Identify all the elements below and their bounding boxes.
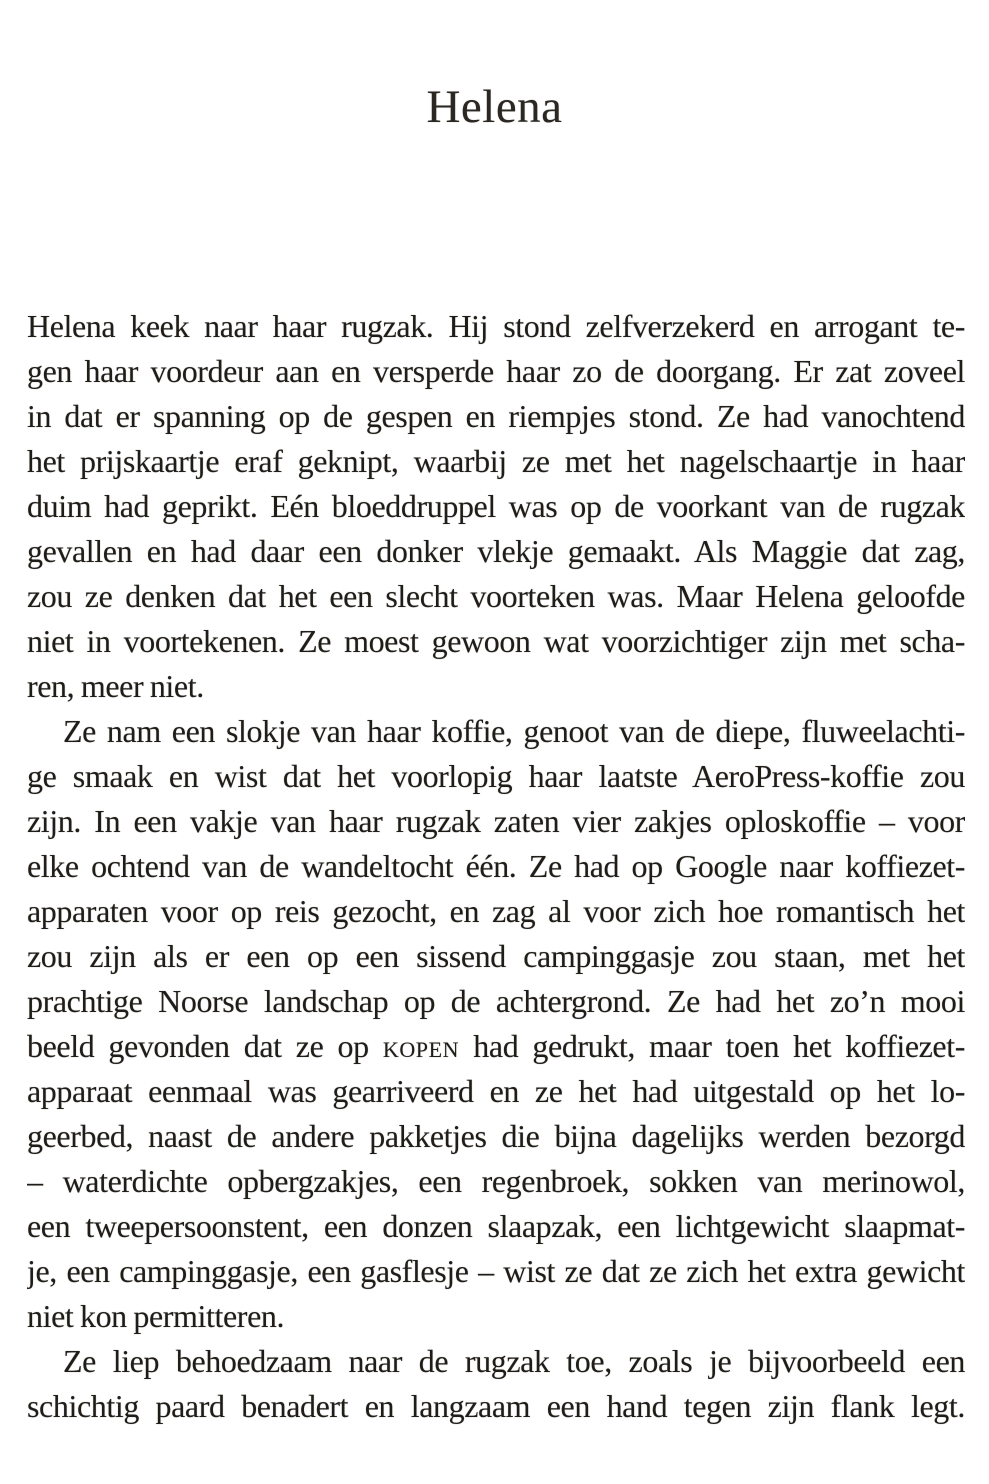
text-line: apparaat eenmaal was gearriveerd en ze het had uitgestald op het lo-	[27, 1073, 965, 1110]
text-line: gevallen en had daar een donker vlekje gemaakt. Als Maggie dat zag,	[27, 533, 965, 570]
text-line: duim had geprikt. Eén bloeddruppel was op de voorkant van de rugzak	[27, 488, 965, 525]
text-line: niet kon permitteren.	[27, 1298, 285, 1335]
text-line: niet in voortekenen. Ze moest gewoon wat voorzichtiger zijn met scha-	[27, 623, 965, 660]
text-line: een tweepersoonstent, een donzen slaapzak, een lichtgewicht slaapmat-	[27, 1208, 965, 1245]
text-line: je, een campinggasje, een gasflesje – wist ze dat ze zich het extra gewicht	[27, 1253, 965, 1290]
text-line: zijn. In een vakje van haar rugzak zaten vier zakjes oploskoffie – voor	[27, 803, 965, 840]
text-line: het prijskaartje eraf geknipt, waarbij ze met het nagelschaartje in haar	[27, 443, 965, 480]
text-line: in dat er spanning op de gespen en riempjes stond. Ze had vanochtend	[27, 398, 965, 435]
text-line: schichtig paard benadert en langzaam een hand tegen zijn flank legt.	[27, 1388, 965, 1425]
text-line: ge smaak en wist dat het voorlopig haar laatste AeroPress-koffie zou	[27, 758, 965, 795]
text-line: Ze liep behoedzaam naar de rugzak toe, zoals je bijvoorbeeld een	[63, 1343, 965, 1380]
smallcaps-word: kopen	[382, 1028, 460, 1065]
text-line: zou ze denken dat het een slecht voorteken was. Maar Helena geloofde	[27, 578, 965, 615]
text-line: apparaten voor op reis gezocht, en zag al voor zich hoe romantisch het	[27, 893, 965, 930]
text-line: Ze nam een slokje van haar koffie, genoot van de diepe, fluweelachti-	[63, 713, 965, 750]
text-line: geerbed, naast de andere pakketjes die bijna dagelijks werden bezorgd	[27, 1118, 965, 1155]
text-line: zou zijn als er een op een sissend campinggasje zou staan, met het	[27, 938, 965, 975]
text-line: beeld gevonden dat ze op kopen had gedrukt, maar toen het koffiezet-	[27, 1028, 965, 1065]
text-line: Helena keek naar haar rugzak. Hij stond zelfverzekerd en arrogant te-	[27, 308, 965, 345]
text-line: gen haar voordeur aan en versperde haar zo de doorgang. Er zat zoveel	[27, 353, 965, 390]
body-text	[27, 304, 965, 1429]
text-line: – waterdichte opbergzakjes, een regenbroek, sokken van merinowol,	[27, 1163, 965, 1200]
chapter-title: Helena	[426, 81, 563, 133]
text-line: elke ochtend van de wandeltocht één. Ze had op Google naar koffiezet-	[27, 848, 965, 885]
text-line: prachtige Noorse landschap op de achtergrond. Ze had het zo’n mooi	[27, 983, 965, 1020]
text-line: ren, meer niet.	[27, 668, 204, 705]
